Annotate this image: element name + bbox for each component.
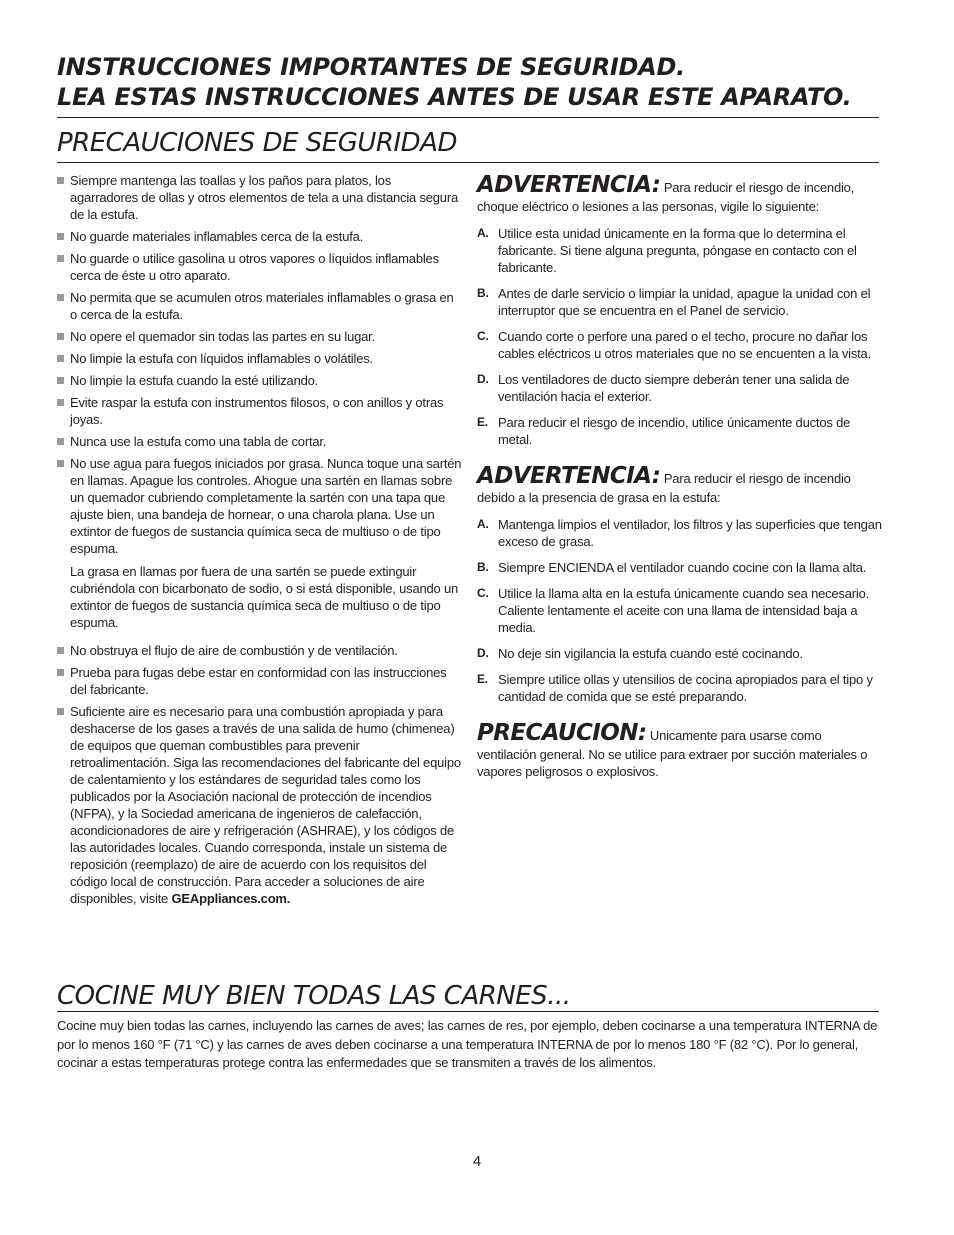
list-item: E. Siempre utilice ollas y utensilios de cocina apropiados para el tipo y cantidad de comida que se esté preparando. [477, 672, 873, 704]
bullet-square-icon [57, 647, 64, 654]
bullet-square-icon [57, 399, 64, 406]
list-item: Suficiente aire es necesario para una combustión apropiada y para deshacerse de los gases a través de una salida de humo (chimenea) de equipos que queman combustibles para prevenir retroalimentación. Siga las recomendaciones del fabricante del equipo de calentamiento y los estándares de seguridad tales como los publicados por la Asociación nacional de protección de incendios (NFPA), y la Sociedad americana de ingenieros de calefacción, acondicionadores de aire y refrigeración (ASHRAE), y los códigos de las autoridades locales. Cuando corresponda, instale un sistema de reposición (reemplazo) de aire de acuerdo con los requisitos del código local de construcción. Para acceder a soluciones de aire disponibles, visite GEAppliances.com. [57, 703, 462, 907]
bullet-square-icon [57, 708, 64, 715]
list-item: No obstruya el flujo de aire de combustión y de ventilación. [57, 642, 462, 659]
list-item: B. Siempre ENCIENDA el ventilador cuando cocine con la llama alta. [477, 560, 867, 575]
list-item: No guarde materiales inflamables cerca de la estufa. [57, 228, 462, 245]
bullet-square-icon [57, 177, 64, 184]
warning-2-label: ADVERTENCIA: [477, 463, 661, 489]
bullet-square-icon [57, 377, 64, 384]
warning-2-intro: ADVERTENCIA: Para reducir el riesgo de incendio debido a la presencia de grasa en la estufa: [477, 463, 851, 505]
safety-bullet-list [57, 172, 462, 912]
meat-paragraph: Cocine muy bien todas las carnes, incluyendo las carnes de aves; las carnes de res, por ejemplo, deben cocinarse a una temperatura INTERNA de por lo menos 160 °F (71 °C) y las carnes de aves deben cocinarse a una temperatura INTERNA de por lo menos 180 °F (82 °C). Por lo general, cocinar a estas temperaturas protege contra las enfermedades que se transmiten a través de los alimentos. [57, 1018, 878, 1070]
title-line-1: INSTRUCCIONES IMPORTANTES DE SEGURIDAD. [57, 53, 685, 81]
warning-1-intro: ADVERTENCIA: Para reducir el riesgo de incendio, choque eléctrico o lesiones a las personas, vigile lo siguiente: [477, 172, 855, 214]
list-item: D. Los ventiladores de ducto siempre deberán tener una salida de ventilación hacia el exterior. [477, 372, 850, 404]
bullet-square-icon [57, 355, 64, 362]
list-item: C. Utilice la llama alta en la estufa únicamente cuando sea necesario. Caliente lentamente el aceite con una llama de intensidad baja a media. [477, 586, 870, 635]
bullet-square-icon [57, 460, 64, 467]
bullet-square-icon [57, 333, 64, 340]
list-item: C. Cuando corte o perfore una pared o el techo, procure no dañar los cables eléctricos u otros materiales que no se encuenten a la vista. [477, 329, 872, 361]
bullet-square-icon [57, 255, 64, 262]
meat-heading: COCINE MUY BIEN TODAS LAS CARNES... [57, 981, 571, 1011]
grease-note: La grasa en llamas por fuera de una sartén se puede extinguir cubriéndola con bicarbonato de sodio, o si está disponible, usando un extintor de fuegos de sustancia química seca de multiuso o de tipo espuma. [70, 564, 459, 630]
safety-heading: PRECAUCIONES DE SEGURIDAD [57, 128, 457, 158]
list-item: Nunca use la estufa como una tabla de cortar. [57, 433, 462, 450]
list-item: Evite raspar la estufa con instrumentos filosos, o con anillos y otras joyas. [57, 394, 462, 428]
bullet-square-icon [57, 233, 64, 240]
meat-divider [57, 1011, 879, 1012]
list-item: A. Mantenga limpios el ventilador, los filtros y las superficies que tengan exceso de grasa. [477, 517, 882, 549]
bullet-square-icon [57, 669, 64, 676]
warning-1-label: ADVERTENCIA: [477, 172, 661, 198]
website-link[interactable]: GEAppliances.com. [171, 891, 291, 906]
list-item: No permita que se acumulen otros materiales inflamables o grasa en o cerca de la estufa. [57, 289, 462, 323]
list-item: No limpie la estufa con líquidos inflamables o volátiles. [57, 350, 462, 367]
page-number: 4 [472, 1153, 482, 1170]
title-line-2: LEA ESTAS INSTRUCCIONES ANTES DE USAR ESTE APARATO. [57, 83, 852, 111]
bullet-square-icon [57, 294, 64, 301]
list-item: Siempre mantenga las toallas y los paños para platos, los agarradores de ollas y otros elementos de tela a una distancia segura de la estufa. [57, 172, 462, 223]
list-item: No opere el quemador sin todas las partes en su lugar. [57, 328, 462, 345]
warnings-column [477, 172, 882, 790]
list-item: E. Para reducir el riesgo de incendio, utilice únicamente ductos de metal. [477, 415, 851, 447]
caution-label: PRECAUCION: [477, 720, 647, 746]
bullet-square-icon [57, 438, 64, 445]
list-item: B. Antes de darle servicio o limpiar la unidad, apague la unidad con el interruptor que se encuentra en el Panel de servicio. [477, 286, 871, 318]
list-item: No use agua para fuegos iniciados por grasa. Nunca toque una sartén en llamas. Apague los controles. Ahogue una sartén en llamas sobre un quemador cubriendo completamente la sartén con una tapa que ajuste bien, una bandeja de hornear, o una charola plana. Use un extintor de fuegos de sustancia química seca de multiuso o de tipo espuma. La grasa en llamas por fuera de una sartén se puede extinguir cubriéndola con bicarbonato de sodio, o si está disponible, usando un extintor de fuegos de sustancia química seca de multiuso o de tipo espuma. [57, 455, 462, 631]
title-divider [57, 117, 879, 118]
page-title [57, 52, 887, 112]
safety-divider [57, 162, 879, 163]
caution-note: PRECAUCION: Unicamente para usarse como ventilación general. No se utilice para extraer por succión materiales o vapores peligrosos o explosivos. [477, 720, 868, 779]
list-item: Prueba para fugas debe estar en conformidad con las instrucciones del fabricante. [57, 664, 462, 698]
list-item: No guarde o utilice gasolina u otros vapores o líquidos inflamables cerca de éste u otro aparato. [57, 250, 462, 284]
list-item: A. Utilice esta unidad únicamente en la forma que lo determina el fabricante. Si tiene alguna pregunta, póngase en contacto con el fabricante. [477, 226, 857, 275]
list-item: D. No deje sin vigilancia la estufa cuando esté cocinando. [477, 646, 803, 661]
list-item: No limpie la estufa cuando la esté utilizando. [57, 372, 462, 389]
